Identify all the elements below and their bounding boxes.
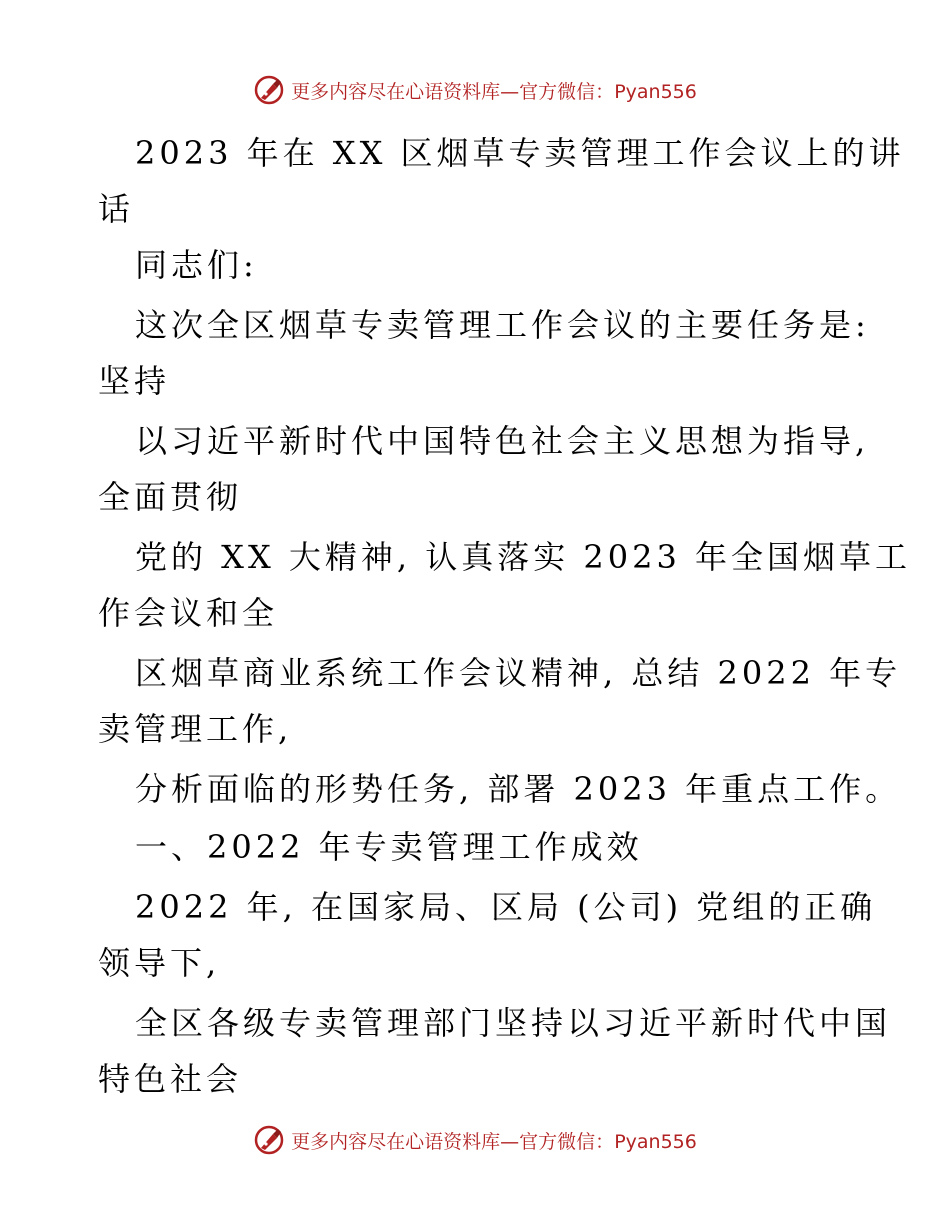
pen-logo-icon [253,74,285,106]
paragraph-line: 分析面临的形势任务, 部署 2023 年重点工作。 [135,770,902,808]
document-title-line-2: 话 [98,190,135,228]
salutation: 同志们: [135,246,258,284]
paragraph-line: 特色社会 [98,1060,243,1098]
paragraph-line: 2022 年, 在国家局、区局 (公司) 党组的正确 [135,888,877,926]
paragraph-line: 这次全区烟草专卖管理工作会议的主要任务是: [135,306,870,344]
paragraph-line: 卖管理工作, [98,710,293,748]
document-title-line-1: 2023 年在 XX 区烟草专卖管理工作会议上的讲 [135,134,905,172]
paragraph-line: 党的 XX 大精神, 认真落实 2023 年全国烟草工 [135,538,912,576]
watermark-text: 更多内容尽在心语资料库—官方微信：Pyan556 [291,1130,697,1153]
paragraph-line: 领导下, [98,944,221,982]
watermark-header [0,70,950,110]
watermark-footer [0,1120,950,1160]
watermark-text: 更多内容尽在心语资料库—官方微信：Pyan556 [291,80,697,103]
paragraph-line: 以习近平新时代中国特色社会主义思想为指导, [135,422,870,460]
paragraph-line: 作会议和全 [98,594,279,632]
section-heading: 一、2022 年专卖管理工作成效 [135,828,643,866]
pen-logo-icon [253,1124,285,1156]
paragraph-line: 区烟草商业系统工作会议精神, 总结 2022 年专 [135,654,902,692]
paragraph-line: 全面贯彻 [98,478,243,516]
paragraph-line: 全区各级专卖管理部门坚持以习近平新时代中国 [135,1004,892,1042]
paragraph-line: 坚持 [98,362,171,400]
